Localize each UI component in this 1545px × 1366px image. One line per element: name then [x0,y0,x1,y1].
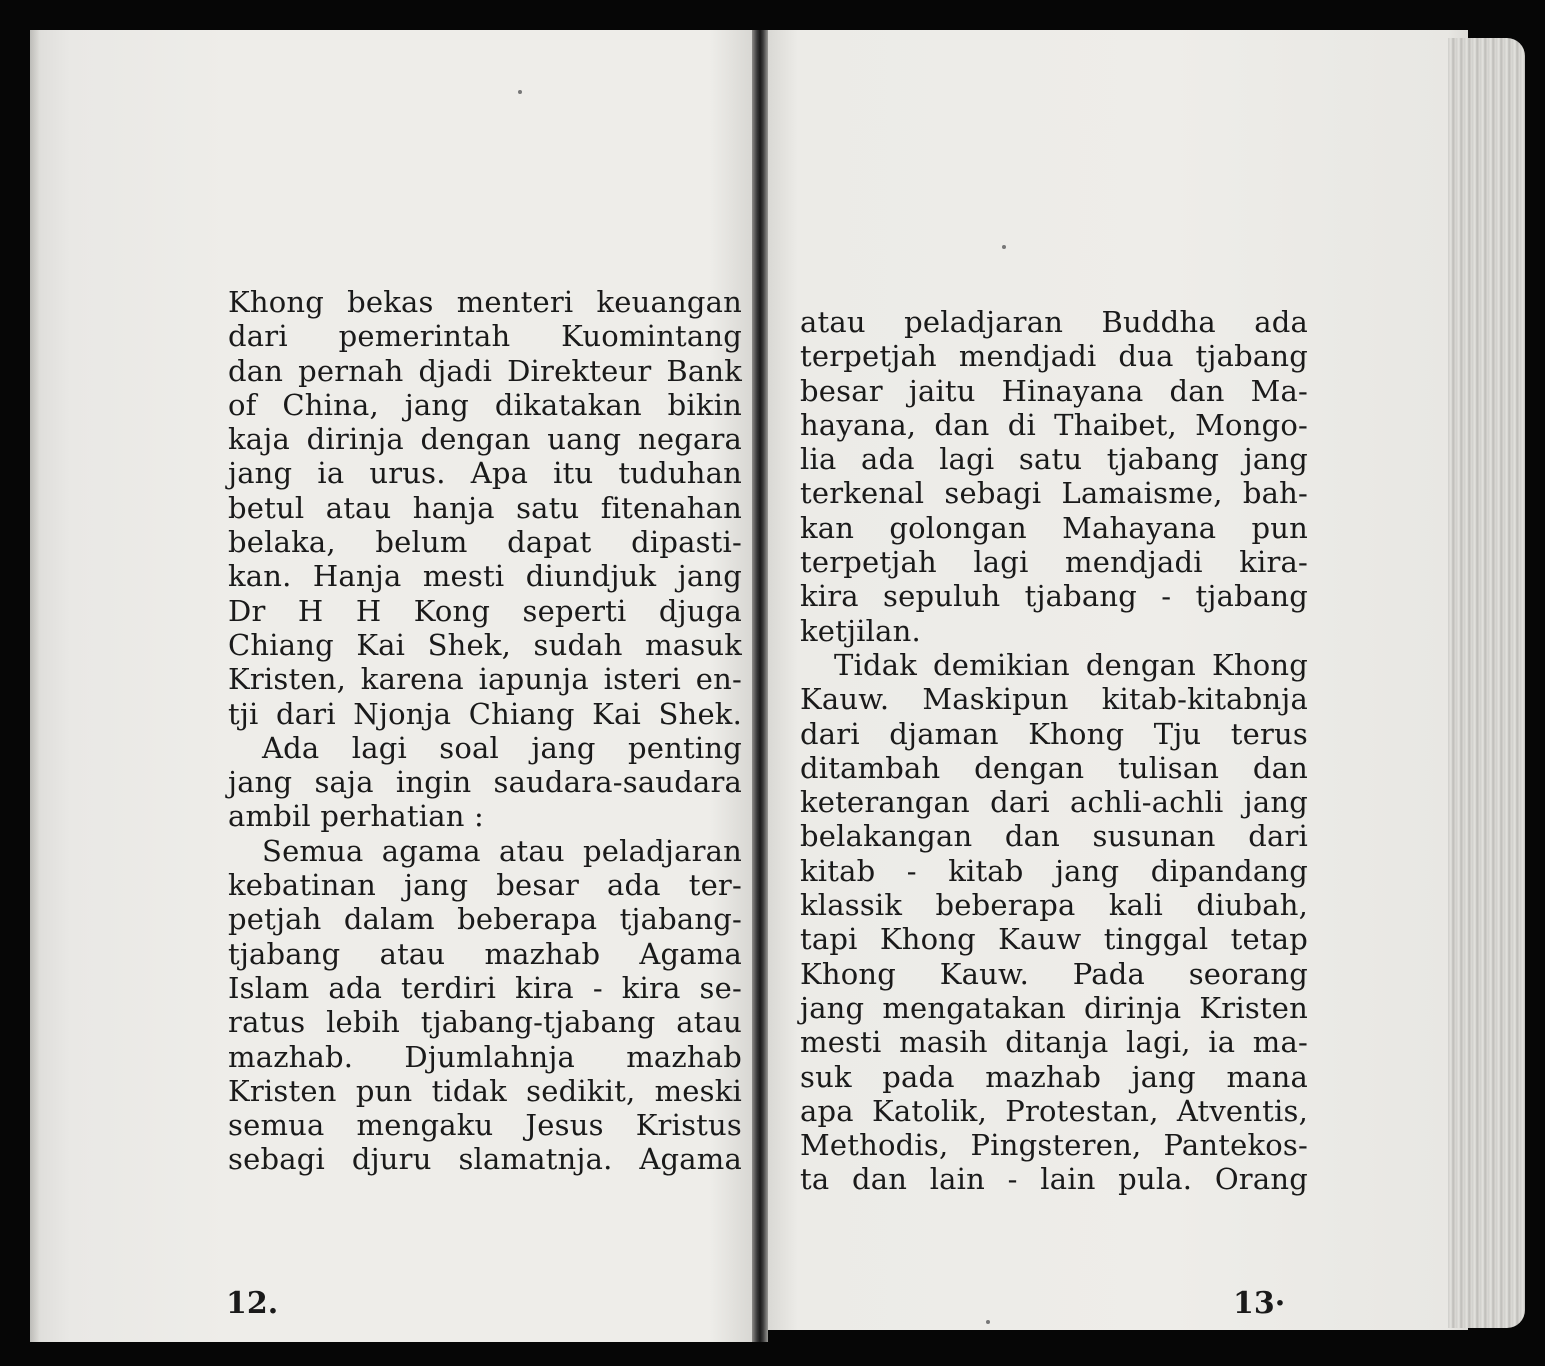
right-page [768,30,1468,1330]
text-line: Semua agama atau peladjaran [262,833,742,868]
text-line: besar jaitu Hinayana dan Ma- [800,373,1308,408]
text-line: tjabang atau mazhab Agama [228,936,742,971]
text-line: belaka, belum dapat dipasti- [228,525,742,560]
text-line: dari djaman Khong Tju terus [800,716,1308,751]
paper-speck [518,90,522,94]
page-number-left: 12. [226,1286,279,1321]
text-line: terkenal sebagi Lamaisme, bah- [800,476,1308,511]
text-line: ratus lebih tjabang-tjabang atau [228,1005,742,1040]
text-line: kan golongan Mahayana pun [800,510,1308,545]
text-line: klassik beberapa kali diubah, [800,888,1308,923]
text-line: betul atau hanja satu fitenahan [228,490,742,525]
left-page [30,30,752,1342]
paper-speck [986,1320,990,1324]
text-line: apa Katolik, Protestan, Atventis, [800,1093,1308,1128]
text-line: ambil perhatian : [228,799,484,834]
text-line: ta dan lain - lain pula. Orang [800,1162,1308,1197]
left-page-edge [30,30,40,1342]
text-line: atau peladjaran Buddha ada [800,305,1308,339]
text-line: Ada lagi soal jang penting [262,730,742,765]
text-line: tji dari Njonja Chiang Kai Shek. [228,696,742,731]
text-line: kan. Hanja mesti diundjuk jang [228,559,742,594]
text-line: Khong bekas menteri keuangan [228,285,742,319]
text-line: Methodis, Pingsteren, Pantekos- [800,1128,1308,1163]
text-line: terpetjah lagi mendjadi kira- [800,545,1308,580]
text-line: Dr H H Kong seperti djuga [228,593,742,628]
right-page-text [800,305,1308,1197]
text-line: Kauw. Maskipun kitab-kitabnja [800,682,1308,717]
text-line: Islam ada terdiri kira - kira se- [228,970,742,1005]
text-line: jang mengatakan dirinja Kristen [800,990,1308,1025]
page-number-right: 13· [1233,1286,1286,1321]
page-block-edges [1448,38,1525,1328]
open-book [30,30,1525,1342]
text-line: terpetjah mendjadi dua tjabang [800,339,1308,374]
text-line: lia ada lagi satu tjabang jang [800,442,1308,477]
text-line: sebagi djuru slamatnja. Agama [228,1142,742,1177]
book-spine [752,30,768,1342]
text-line: of China, jang dikatakan bikin [228,387,742,422]
left-page-text [228,285,742,1177]
text-line: petjah dalam beberapa tjabang- [228,902,742,937]
text-line: tapi Khong Kauw tinggal tetap [800,922,1308,957]
text-line: kebatinan jang besar ada ter- [228,868,742,903]
text-line: belakangan dan susunan dari [800,819,1308,854]
text-line: dan pernah djadi Direkteur Bank [228,353,742,388]
text-line: mesti masih ditanja lagi, ia ma- [800,1025,1308,1060]
text-line: jang ia urus. Apa itu tuduhan [228,456,742,491]
text-line: jang saja ingin saudara-saudara [228,765,742,800]
text-line: ketjilan. [800,613,921,648]
text-line: kaja dirinja dengan uang negara [228,422,742,457]
text-line: Kristen, karena iapunja isteri en- [228,662,742,697]
text-line: Chiang Kai Shek, sudah masuk [228,627,742,662]
text-line: keterangan dari achli-achli jang [800,785,1308,820]
paper-speck [1002,245,1006,249]
text-line: Tidak demikian dengan Khong [834,647,1308,682]
text-line: semua mengaku Jesus Kristus [228,1108,742,1143]
text-line: kira sepuluh tjabang - tjabang [800,579,1308,614]
text-line: kitab - kitab jang dipandang [800,853,1308,888]
text-line: suk pada mazhab jang mana [800,1059,1308,1094]
text-line: Khong Kauw. Pada seorang [800,956,1308,991]
text-line: ditambah dengan tulisan dan [800,750,1308,785]
text-line: dari pemerintah Kuomintang [228,319,742,354]
text-line: hayana, dan di Thaibet, Mongo- [800,407,1308,442]
text-line: Kristen pun tidak sedikit, meski [228,1073,742,1108]
text-line: mazhab. Djumlahnja mazhab [228,1039,742,1074]
